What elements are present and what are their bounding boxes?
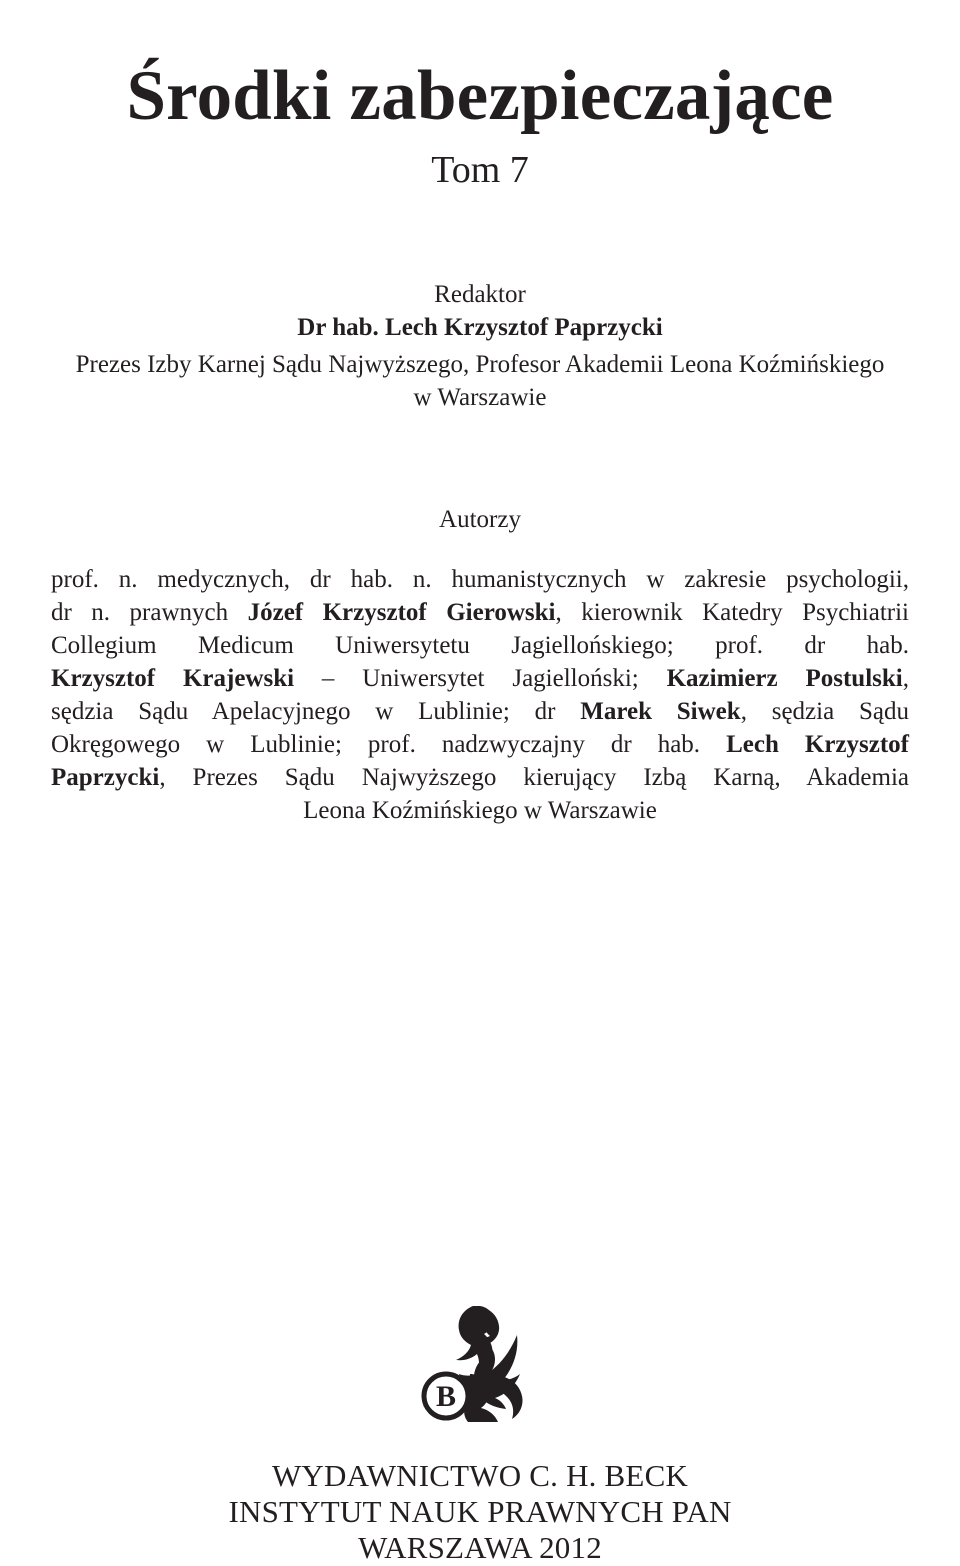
authors-line: [51, 662, 909, 695]
volume-number: Tom 7: [431, 149, 529, 191]
author-affiliation-text: , kierownik Katedry Psychiatrii: [555, 599, 909, 626]
editor-label: Redaktor: [434, 281, 526, 308]
griffin-head-icon: [456, 1306, 493, 1376]
publisher-name: WYDAWNICTWO C. H. BECK: [271, 1458, 689, 1493]
author-name: Kazimierz Postulski: [666, 665, 903, 692]
author-affiliation-text: Okręgowego w Lublinie; prof. nadzwyczajny dr hab.: [51, 731, 727, 758]
publisher-seal-letter: B: [435, 1380, 457, 1413]
authors-line: [51, 761, 909, 794]
author-name: Lech Krzysztof: [726, 731, 909, 758]
authors-line: prof. n. medycznych, dr hab. n. humanistycznych w zakresie psychologii,: [51, 566, 909, 593]
authors-label: Autorzy: [439, 506, 521, 533]
author-name: Paprzycki: [51, 764, 160, 791]
authors-list: [51, 563, 909, 827]
authors-line: [51, 695, 909, 728]
author-affiliation-text: – Uniwersytet Jagielloński;: [294, 665, 667, 692]
authors-line: Collegium Medicum Uniwersytetu Jagiellońskiego; prof. dr hab.: [51, 632, 909, 659]
book-title: Środki zabezpieczające: [126, 56, 834, 135]
author-affiliation-text: , Prezes Sądu Najwyższego kierujący Izbą Karną, Akademia: [159, 764, 909, 791]
editor-name: Dr hab. Lech Krzysztof Paprzycki: [297, 314, 663, 341]
author-affiliation-text: sędzia Sądu Apelacyjnego w Lublinie; dr: [51, 698, 581, 725]
author-affiliation-text: , sędzia Sądu: [740, 698, 909, 725]
author-name: Krzysztof Krajewski: [51, 665, 295, 692]
authors-line: Leona Koźmińskiego w Warszawie: [303, 797, 657, 824]
author-title-text: dr n. prawnych: [51, 599, 248, 626]
editor-affiliation-line: w Warszawie: [413, 384, 547, 411]
authors-line: [51, 728, 909, 761]
editor-affiliation: [0, 348, 960, 414]
authors-line: [51, 596, 909, 629]
griffin-logo-icon: [418, 1298, 540, 1426]
griffin-logo-icon: [418, 1298, 540, 1426]
author-name: Marek Siwek: [580, 698, 741, 725]
punctuation: ,: [902, 665, 909, 692]
publication-place-year: WARSZAWA 2012: [358, 1530, 602, 1565]
institute-name: INSTYTUT NAUK PRAWNYCH PAN: [228, 1494, 732, 1529]
author-name: Józef Krzysztof Gierowski: [247, 599, 556, 626]
editor-affiliation-line: Prezes Izby Karnej Sądu Najwyższego, Profesor Akademii Leona Koźmińskiego: [75, 351, 885, 378]
